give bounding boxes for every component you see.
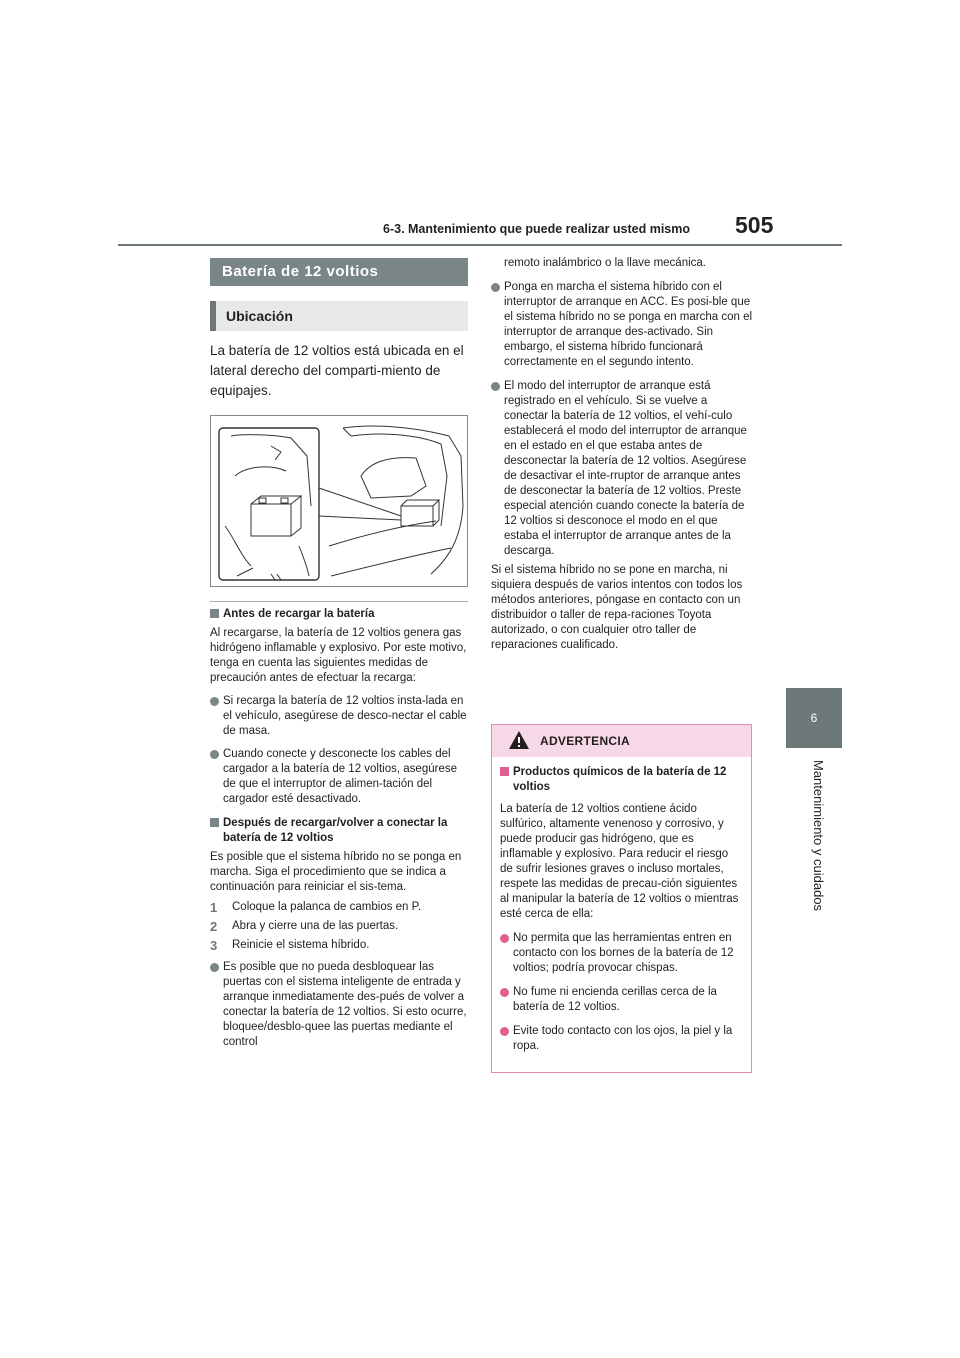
warning-list-item: Evite todo contacto con los ojos, la piel y la ropa. (500, 1024, 743, 1054)
list-item: Ponga en marcha el sistema híbrido con el interruptor de arranque en ACC. Es posi-ble que el sistema híbrido no se ponga en marcha con el interruptor de arranque des-activado. Sin embargo, el sistema híbrido funcionará correctamente en el segundo intento. (491, 280, 753, 370)
square-bullet-icon (210, 818, 219, 827)
section-title: Ubicación (210, 301, 468, 331)
step-item: 2 Abra y cierre una de las puertas. (210, 919, 399, 934)
figure-divider (210, 601, 468, 602)
step-item: 1 Coloque la palanca de cambios en P. (210, 900, 422, 915)
square-bullet-icon (210, 609, 219, 618)
section-text: Al recargarse, la batería de 12 voltios genera gas hidrógeno inflamable y explosivo. Por este motivo, tenga en cuenta las siguientes medidas de precaución antes de efectuar la recarga: (210, 627, 467, 684)
page-title: Batería de 12 voltios (210, 258, 468, 286)
closing-text: Si el sistema híbrido no se pone en marcha, ni siquiera después de varios intentos con todos los métodos anteriores, póngase en contacto con un distribuidor o taller de repa-raciones Toyota autorizado, o con cualquier otro taller de reparaciones cualificado. (491, 564, 743, 651)
warning-label: ADVERTENCIA (540, 734, 630, 748)
battery-location-illustration (210, 415, 468, 587)
list-item: Si recarga la batería de 12 voltios insta-lada en el vehículo, asegúrese de desco-nectar el cable de masa. (210, 694, 468, 739)
trunk-battery-drawing (211, 416, 468, 586)
section-heading: Después de recargar/volver a conectar la batería de 12 voltios (210, 816, 468, 846)
warning-list-item: No permita que las herramientas entren en contacto con los bornes de la batería de 12 voltios; podría provocar chispas. (500, 931, 743, 976)
circle-bullet-icon (210, 697, 219, 706)
list-item: Cuando conecte y desconecte los cables del cargador a la batería de 12 voltios, asegúrese de que el interruptor de alimen-tación del cargador esté desactivado. (210, 747, 468, 807)
left-column (210, 258, 468, 1050)
list-item: El modo del interruptor de arranque está registrado en el vehículo. Si se vuelve a conectar la batería de 12 voltios, el vehí-culo establecerá el modo del interruptor de arranque en el estado en el que estaba antes de desconectar la batería de 12 voltios. Asegúrese de desactivar el inte-rruptor de arranque antes de desconectar la batería de 12 voltios. Preste especial atención cuando conecte la batería de 12 voltios si desconoce el modo en el que estaba el interruptor de arranque antes de la descarga. (491, 379, 753, 559)
circle-bullet-icon (491, 382, 500, 391)
square-bullet-icon (500, 767, 509, 776)
page-number: 505 (735, 212, 774, 238)
circle-bullet-icon (500, 1027, 509, 1036)
circle-bullet-icon (500, 934, 509, 943)
warning-body (492, 757, 751, 1054)
step-item: 3 Reinicie el sistema híbrido. (210, 938, 370, 953)
warning-header (492, 725, 751, 757)
right-column (491, 256, 753, 653)
section-heading: Antes de recargar la batería (210, 607, 468, 622)
circle-bullet-icon (210, 963, 219, 972)
circle-bullet-icon (491, 283, 500, 292)
section-before-charging (210, 607, 468, 807)
warning-list-item: No fume ni encienda cerillas cerca de la batería de 12 voltios. (500, 985, 743, 1015)
header-rule (118, 244, 842, 246)
chapter-tab[interactable]: 6 (786, 688, 842, 748)
list-item: Es posible que no pueda desbloquear las puertas con el sistema inteligente de entrada y arranque inmediatamente des-pués de volver a conectar la batería de 12 voltios. Si esto ocurre, bloquee/desblo-quee las puertas mediante el control (210, 960, 468, 1050)
circle-bullet-icon (500, 988, 509, 997)
warning-heading: Productos químicos de la batería de 12 voltios (500, 765, 743, 795)
circle-bullet-icon (210, 750, 219, 759)
section-header: 6-3. Mantenimiento que puede realizar usted mismo (383, 222, 691, 236)
warning-triangle-icon (508, 730, 530, 750)
section-text: Es posible que el sistema híbrido no se ponga en marcha. Siga el procedimiento que se indica a continuación para reiniciar el sis-tema. (210, 851, 462, 893)
warning-text: La batería de 12 voltios contiene ácido sulfúrico, altamente venenoso y corrosivo, y puede producir gas hidrógeno, que es inflamable y explosivo. Para reducir el riesgo de sufrir lesiones graves o incluso mortales, respete las medidas de precau-ción siguientes al manipular la batería de 12 voltios o mientras esté cerca de ella: (500, 803, 739, 920)
warning-box (491, 724, 752, 1073)
section-after-charging (210, 816, 468, 1050)
list-item-continuation: remoto inalámbrico o la llave mecánica. (504, 257, 706, 269)
intro-text: La batería de 12 voltios está ubicada en el lateral derecho del comparti-miento de equipajes. (210, 343, 464, 398)
chapter-title: Mantenimiento y cuidados (811, 760, 826, 912)
